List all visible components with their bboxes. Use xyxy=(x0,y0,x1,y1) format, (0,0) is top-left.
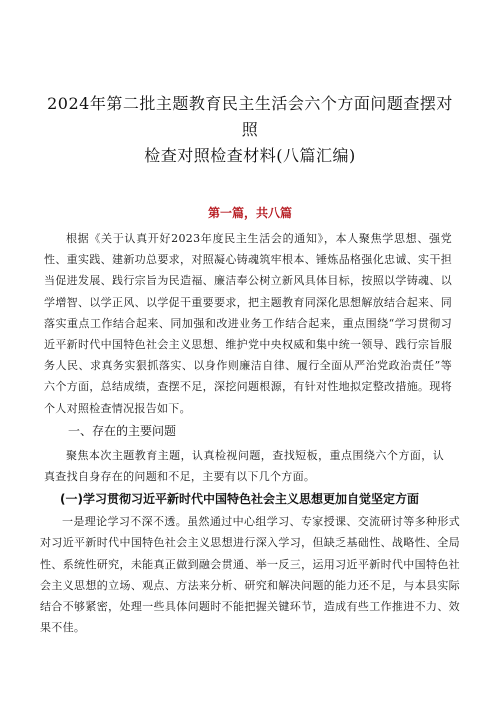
theory-study-paragraph: 一是理论学习不深不透。虽然通过中心组学习、专家授课、交流研讨等多种形式对习近平新时代中国特色社会主义思想进行深入学习，但缺乏基础性、战略性、全局性、系统性研究，未能真正做到融会贯通、举一反三，运用习近平新时代中国特色社会主义思想的立场、观点、方法来分析、研究和解决问题的能力还不足，与本县实际结合不够紧密，处理一些具体问题时不能把握关键环节，造成有些工作推进不力、效果不佳。 xyxy=(40,515,460,635)
intro-paragraph: 根据《关于认真开好2023年度民主生活会的通知》，本人聚焦学思想、强党性、重实践、建新功总要求，对照凝心铸魂筑牢根本、锤炼品格强化忠诚、实干担当促进发展、践行宗旨为民造福、廉洁奉公树立新风具体目标，按照以学铸魂、以学增智、以学正风、以学促干重要要求，把主题教育同深化思想解放结合起来、同落实重点工作结合起来、同加强和改进业务工作结合起来，重点围绕“学习贯彻习近平新时代中国特色社会主义思想、维护党中央权威和集中统一领导、践行宗旨服务人民、求真务实狠抓落实、以身作则廉洁自律、履行全面从严治党政治责任”等六个方面，总结成绩，查摆不足，深挖问题根源，有针对性地拟定整改措施。现将个人对照检查情况报告如下。 xyxy=(44,232,452,415)
section-title: 第一篇，共八篇 xyxy=(207,206,292,220)
document-title-line-2: 检查对照检查材料(八篇汇编) xyxy=(144,146,356,165)
subheading-study-theory: (一)学习贯彻习近平新时代中国特色社会主义思想更加自觉坚定方面 xyxy=(60,492,419,507)
problems-intro-paragraph: 聚焦本次主题教育主题，认真检视问题，查找短板，重点围绕六个方面，认真查找自身存在的问题和不足，主要有以下几个方面。 xyxy=(44,448,444,484)
document-title-line-1: 2024年第二批主题教育民主生活会六个方面问题查摆对照 xyxy=(47,94,453,139)
document-title xyxy=(40,0,460,169)
heading-main-problems: 一、存在的主要问题 xyxy=(68,423,177,438)
